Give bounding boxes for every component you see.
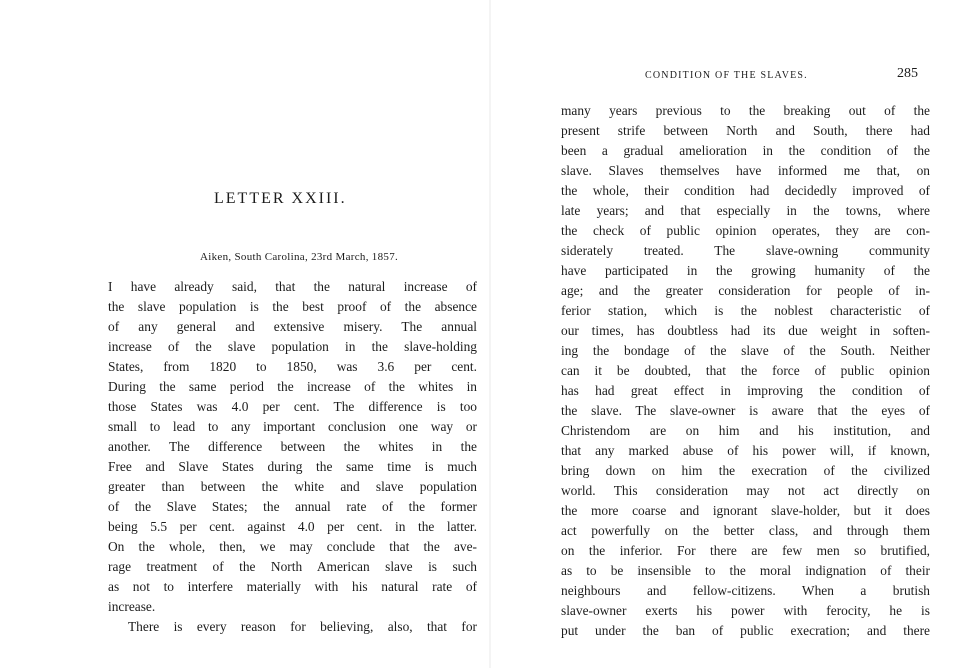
text-line: States, from 1820 to 1850, was 3.6 per cent. <box>108 359 477 374</box>
text-line: During the same period the increase of the whites in <box>108 379 477 394</box>
text-line: siderately treated. The slave-owning community <box>561 243 930 258</box>
text-line: present strife between North and South, there had <box>561 123 930 138</box>
text-line: slave-owner exerts his power with ferocity, he is <box>561 603 930 618</box>
text-line: of any general and extensive misery. The annual <box>108 319 477 334</box>
text-line: There is every reason for believing, also, that for <box>128 619 477 634</box>
text-line: Christendom are on him and his institution, and <box>561 423 930 438</box>
text-line: has had great effect in improving the condition of <box>561 383 930 398</box>
text-line: world. This consideration may not act directly on <box>561 483 930 498</box>
left-page-text <box>108 277 477 637</box>
text-line: age; and the greater consideration for people of in- <box>561 283 930 298</box>
text-line: can it be doubted, that the force of public opinion <box>561 363 930 378</box>
text-line: the more coarse and ignorant slave-holder, but it does <box>561 503 930 518</box>
text-line: greater than between the white and slave population <box>108 479 477 494</box>
text-line: rage treatment of the North American slave is such <box>108 559 477 574</box>
text-line: of the Slave States; the annual rate of the former <box>108 499 477 514</box>
text-line: act powerfully on the better class, and through them <box>561 523 930 538</box>
text-line: late years; and that especially in the towns, where <box>561 203 930 218</box>
text-line: the whole, their condition had decidedly improved of <box>561 183 930 198</box>
text-line: On the whole, then, we may conclude that the ave- <box>108 539 477 554</box>
text-line: as not to interfere materially with his natural rate of <box>108 579 477 594</box>
text-line: being 5.5 per cent. against 4.0 per cent. in the latter. <box>108 519 477 534</box>
right-page-text <box>561 101 930 641</box>
text-line: put under the ban of public execration; and there <box>561 623 930 638</box>
text-line: the slave population is the best proof of the absence <box>108 299 477 314</box>
text-line: increase of the slave population in the slave-holding <box>108 339 477 354</box>
text-line: our times, has doubtless had its due weight in soften- <box>561 323 930 338</box>
text-line: as to be insensible to the moral indignation of their <box>561 563 930 578</box>
text-line: increase. <box>108 599 156 614</box>
text-line: ing the bondage of the slave of the South. Neither <box>561 343 930 358</box>
letter-title: LETTER XXIII. <box>214 190 347 207</box>
text-line: I have already said, that the natural increase of <box>108 279 477 294</box>
text-line: been a gradual amelioration in the condition of the <box>561 143 930 158</box>
running-head: CONDITION OF THE SLAVES. <box>645 70 808 81</box>
text-line: the slave. The slave-owner is aware that the eyes of <box>561 403 930 418</box>
text-line: that any marked abuse of his power will, if known, <box>561 443 930 458</box>
text-line: another. The difference between the whites in the <box>108 439 477 454</box>
text-line: have participated in the growing humanity of the <box>561 263 930 278</box>
page-number: 285 <box>897 66 918 81</box>
text-line: ferior station, which is the noblest characteristic of <box>561 303 930 318</box>
text-line: the check of public opinion operates, they are con- <box>561 223 930 238</box>
dateline: Aiken, South Carolina, 23rd March, 1857. <box>200 251 399 263</box>
text-line: many years previous to the breaking out of the <box>561 103 930 118</box>
text-line: small to lead to any important conclusion one way or <box>108 419 477 434</box>
text-line: slave. Slaves themselves have informed me that, on <box>561 163 930 178</box>
text-line: neighbours and fellow-citizens. When a brutish <box>561 583 930 598</box>
text-line: Free and Slave States during the same time is much <box>108 459 477 474</box>
text-line: bring down on him the execration of the civilized <box>561 463 930 478</box>
text-line: those States was 4.0 per cent. The difference is too <box>108 399 477 414</box>
text-line: on the inferior. For there are few men so brutified, <box>561 543 930 558</box>
